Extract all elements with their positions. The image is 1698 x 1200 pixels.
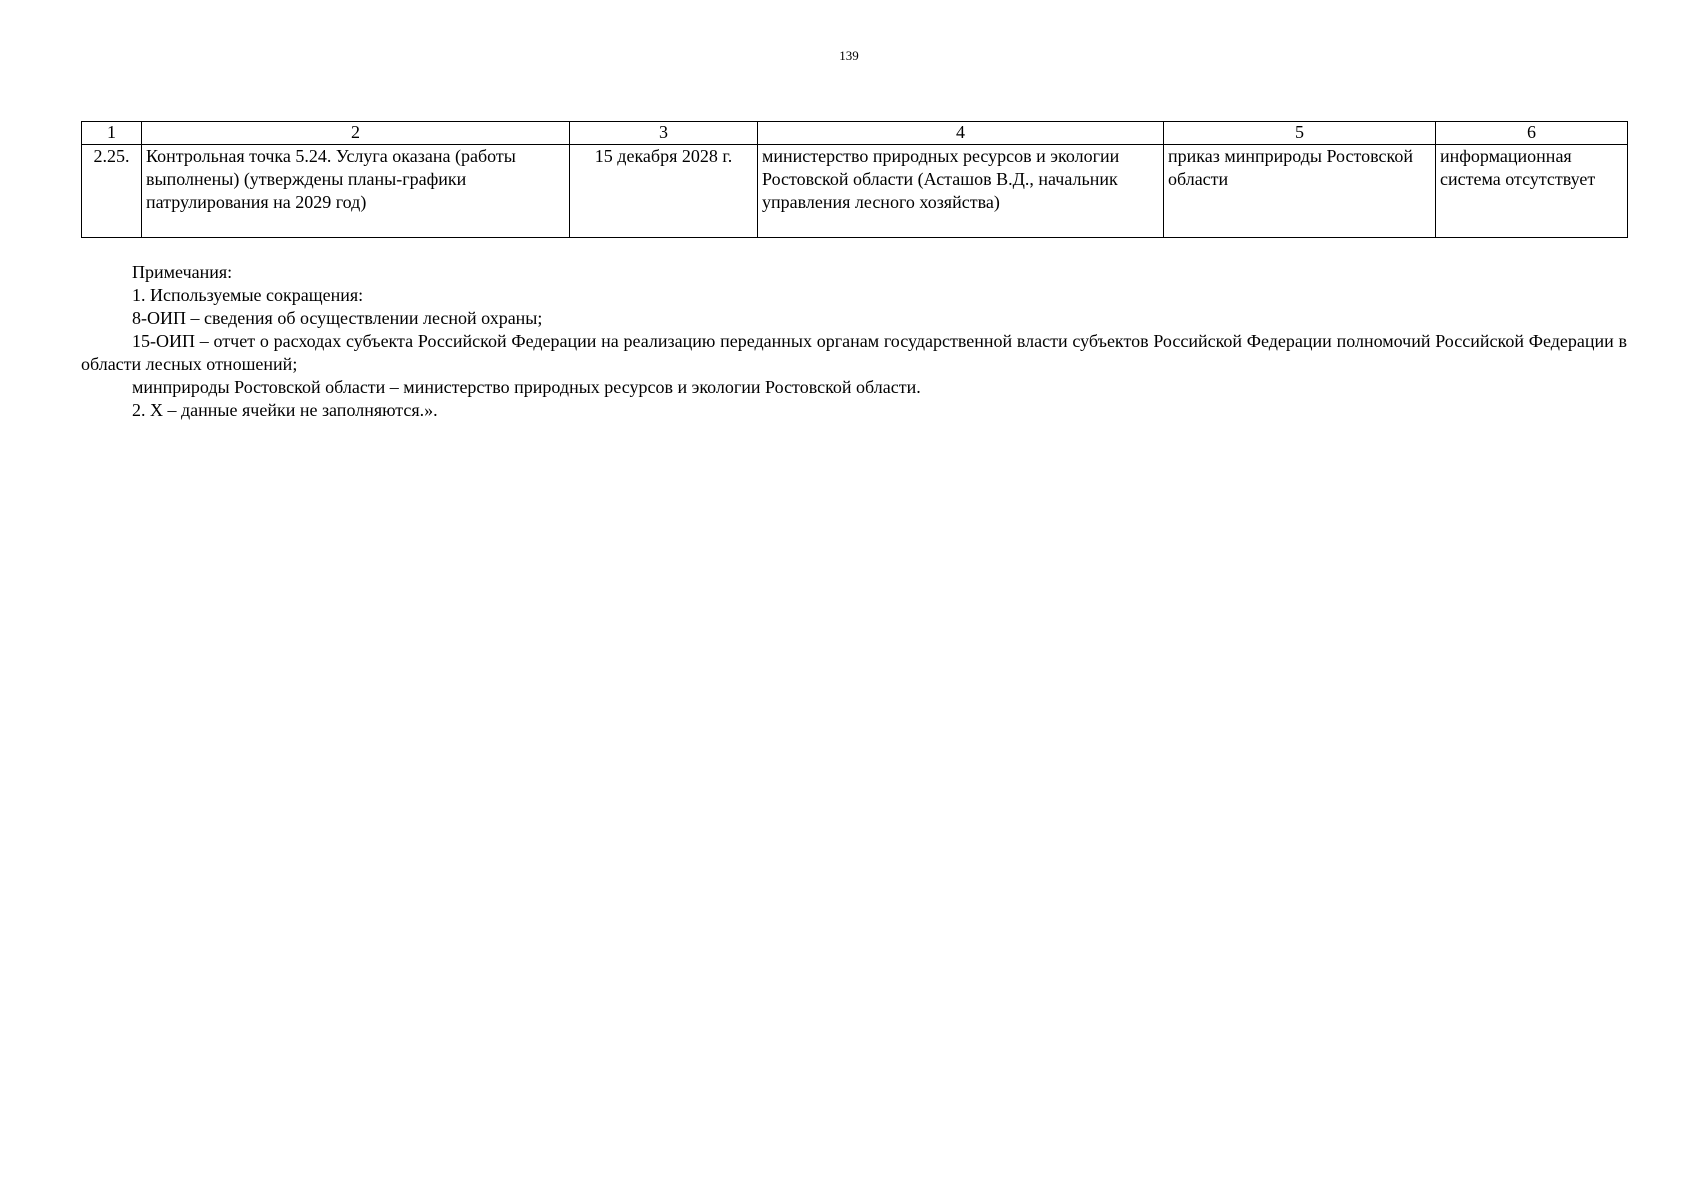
info-system-cell: информационная система отсутствует bbox=[1436, 145, 1628, 238]
column-header: 4 bbox=[758, 122, 1164, 145]
column-header: 3 bbox=[570, 122, 758, 145]
plan-table bbox=[81, 121, 1628, 238]
table-header-row bbox=[82, 122, 1628, 145]
column-header: 5 bbox=[1164, 122, 1436, 145]
abbreviation-8-oip: 8-ОИП – сведения об осуществлении лесной охраны; bbox=[132, 308, 543, 328]
event-cell: Контрольная точка 5.24. Услуга оказана (работы выполнены) (утверждены планы-графики патрулирования на 2029 год) bbox=[142, 145, 570, 238]
notes-item-x: 2. Х – данные ячейки не заполняются.». bbox=[132, 400, 438, 420]
date-cell: 15 декабря 2028 г. bbox=[570, 145, 758, 238]
page-number: 139 bbox=[839, 48, 859, 63]
column-header: 1 bbox=[82, 122, 142, 145]
notes-section bbox=[81, 261, 1627, 422]
notes-title: Примечания: bbox=[132, 262, 233, 282]
abbreviation-15-oip: 15-ОИП – отчет о расходах субъекта Российской Федерации на реализацию переданных органам государственной власти субъектов Российской Федерации полномочий Российской Федерации в области лесных отношений; bbox=[81, 331, 1627, 374]
document-cell: приказ минприроды Ростовской области bbox=[1164, 145, 1436, 238]
abbreviation-minprirody: минприроды Ростовской области – министерство природных ресурсов и экологии Ростовской области. bbox=[132, 377, 921, 397]
responsible-cell: министерство природных ресурсов и экологии Ростовской области (Асташов В.Д., начальник управления лесного хозяйства) bbox=[758, 145, 1164, 238]
column-header: 6 bbox=[1436, 122, 1628, 145]
table-row bbox=[82, 145, 1628, 238]
column-header: 2 bbox=[142, 122, 570, 145]
notes-item-abbreviations: 1. Используемые сокращения: bbox=[132, 285, 364, 305]
row-number-cell: 2.25. bbox=[82, 145, 142, 238]
